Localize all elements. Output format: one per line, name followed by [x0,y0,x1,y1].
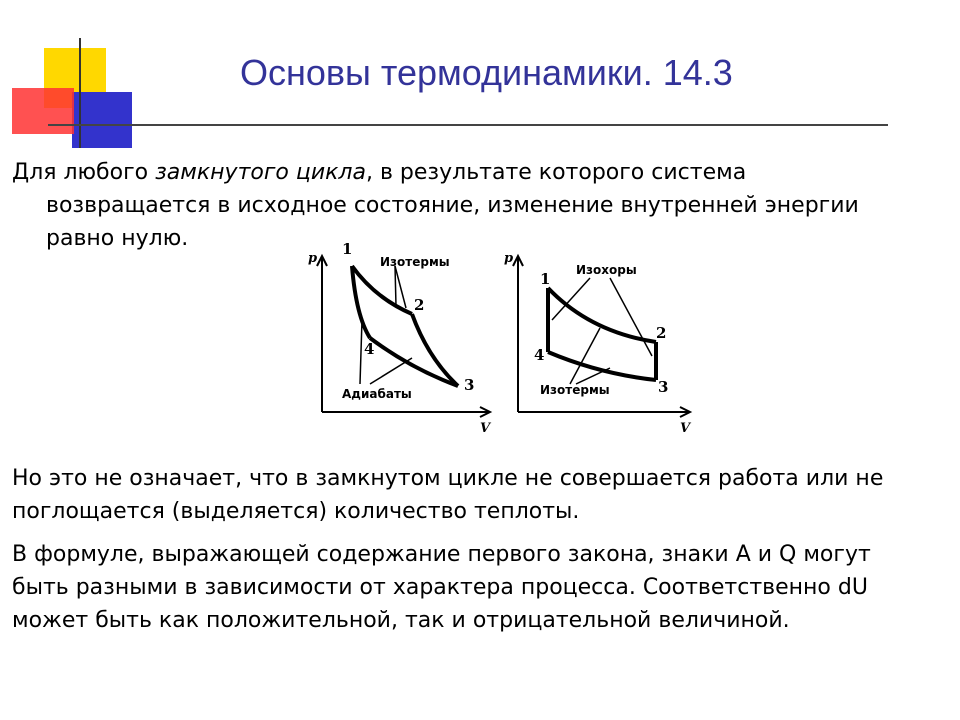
right-label-isotherms: Изотермы [540,383,610,397]
paragraph-line: Но это не означает, что в замкнутом цикле не совершается работа или не [12,466,884,491]
page-title: Основы термодинамики. 14.3 [240,52,733,93]
pv-diagrams-svg [300,236,720,436]
left-point-3: 3 [464,376,475,394]
paragraph-line: Для любого замкнутого цикла, в результате которого система [12,160,747,185]
deco-vertical-line [79,38,81,148]
paragraph-line: быть разными в зависимости от характера процесса. Соответственно dU [12,575,868,600]
right-point-4: 4 [534,346,545,364]
left-point-1: 1 [342,240,353,258]
paragraph-first-law [12,538,942,637]
right-point-2: 2 [656,324,667,342]
deco-blue-square [72,92,132,148]
paragraph-line: возвращается в исходное состояние, изменение внутренней энергии [46,193,859,218]
paragraph-work-heat [12,462,942,528]
left-point-4: 4 [364,340,375,358]
left-label-adiabats: Адиабаты [342,387,412,401]
left-point-2: 2 [414,296,425,314]
deco-horizontal-rule [48,124,888,126]
deco-red-square [12,88,74,134]
cycle-diagrams [300,236,720,441]
left-axis-v-label: V [480,421,491,436]
right-axis-p-label: p [504,251,514,266]
right-label-isochores: Изохоры [576,263,637,277]
left-label-isotherms: Изотермы [380,255,450,269]
paragraph-line: может быть как положительной, так и отрицательной величиной. [12,608,790,633]
paragraph-line: равно нулю. [46,226,189,251]
right-axis-v-label: V [680,421,691,436]
paragraph-line: В формуле, выражающей содержание первого закона, знаки A и Q могут [12,542,871,567]
paragraph-line: поглощается (выделяется) количество теплоты. [12,499,580,524]
right-point-1: 1 [540,270,551,288]
right-point-3: 3 [658,378,669,396]
left-axis-p-label: p [308,251,318,266]
